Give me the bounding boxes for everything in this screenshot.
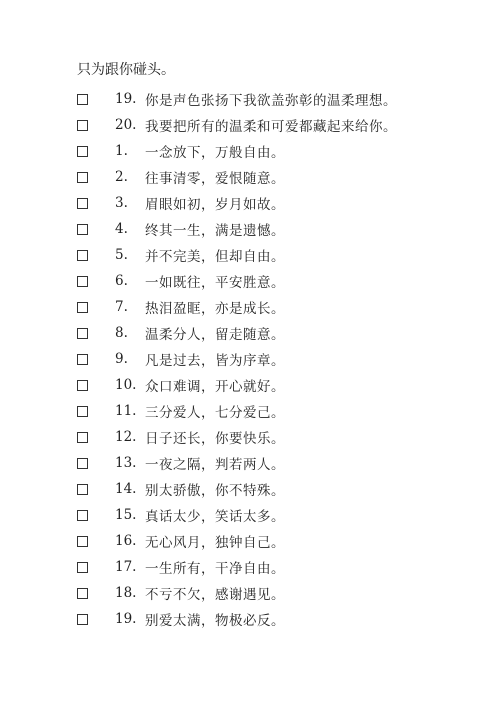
item-number: 3. (115, 195, 128, 211)
item-text: 三分爱人，七分爱己。 (145, 405, 285, 421)
checkbox-icon (77, 510, 88, 521)
item-number: 6. (115, 273, 128, 289)
list-item (77, 528, 397, 554)
checkbox-icon (77, 458, 88, 469)
checkbox-icon (77, 224, 88, 235)
intro-line: 只为跟你碰头。 (77, 62, 175, 78)
list-item (77, 372, 397, 398)
list-item (77, 268, 397, 294)
item-number: 13. (115, 455, 137, 471)
checkbox-icon (77, 302, 88, 313)
item-number: 4. (115, 221, 128, 237)
item-number: 1. (115, 143, 128, 159)
item-text: 别太骄傲，你不特殊。 (145, 483, 285, 499)
list-item (77, 138, 397, 164)
item-text: 不亏不欠，感谢遇见。 (145, 587, 285, 603)
item-number: 19. (115, 611, 137, 627)
item-text: 终其一生，满是遗憾。 (145, 223, 285, 239)
item-text: 我要把所有的温柔和可爱都藏起来给你。 (145, 119, 397, 135)
list-item (77, 190, 397, 216)
list-item (77, 242, 397, 268)
list-item (77, 164, 397, 190)
item-text: 凡是过去，皆为序章。 (145, 353, 285, 369)
list-item (77, 86, 397, 112)
item-number: 20. (115, 117, 137, 133)
item-text: 眉眼如初，岁月如故。 (145, 197, 285, 213)
item-number: 18. (115, 585, 137, 601)
item-text: 一念放下，万般自由。 (145, 145, 285, 161)
item-text: 热泪盈眶，亦是成长。 (145, 301, 285, 317)
item-number: 5. (115, 247, 128, 263)
checkbox-icon (77, 94, 88, 105)
list-item (77, 580, 397, 606)
item-number: 19. (115, 91, 137, 107)
item-number: 11. (115, 403, 137, 419)
checkbox-icon (77, 172, 88, 183)
item-text: 往事清零，爱恨随意。 (145, 171, 285, 187)
list-item (77, 320, 397, 346)
item-number: 15. (115, 507, 137, 523)
list-item (77, 606, 397, 632)
list-item (77, 346, 397, 372)
item-number: 9. (115, 351, 128, 367)
item-text: 无心风月，独钟自己。 (145, 535, 285, 551)
checkbox-icon (77, 120, 88, 131)
item-text: 一生所有，干净自由。 (145, 561, 285, 577)
item-number: 7. (115, 299, 128, 315)
item-text: 一夜之隔，判若两人。 (145, 457, 285, 473)
checkbox-icon (77, 328, 88, 339)
item-number: 16. (115, 533, 137, 549)
list-item (77, 424, 397, 450)
item-number: 14. (115, 481, 137, 497)
checkbox-icon (77, 588, 88, 599)
checkbox-icon (77, 380, 88, 391)
checkbox-icon (77, 406, 88, 417)
checkbox-icon (77, 562, 88, 573)
checkbox-icon (77, 536, 88, 547)
item-text: 真话太少，笑话太多。 (145, 509, 285, 525)
checkbox-icon (77, 614, 88, 625)
checkbox-icon (77, 354, 88, 365)
item-text: 别爱太满，物极必反。 (145, 613, 285, 629)
list-item (77, 112, 397, 138)
item-number: 2. (115, 169, 128, 185)
checkbox-icon (77, 276, 88, 287)
checklist (77, 86, 397, 632)
item-number: 17. (115, 559, 137, 575)
item-text: 众口难调，开心就好。 (145, 379, 285, 395)
list-item (77, 294, 397, 320)
list-item (77, 502, 397, 528)
checkbox-icon (77, 250, 88, 261)
list-item (77, 398, 397, 424)
list-item (77, 476, 397, 502)
item-text: 并不完美，但却自由。 (145, 249, 285, 265)
item-text: 日子还长，你要快乐。 (145, 431, 285, 447)
item-text: 温柔分人，留走随意。 (145, 327, 285, 343)
checkbox-icon (77, 484, 88, 495)
list-item (77, 450, 397, 476)
item-number: 12. (115, 429, 137, 445)
list-item (77, 554, 397, 580)
list-item (77, 216, 397, 242)
item-number: 8. (115, 325, 128, 341)
item-text: 一如既往，平安胜意。 (145, 275, 285, 291)
checkbox-icon (77, 432, 88, 443)
item-text: 你是声色张扬下我欲盖弥彰的温柔理想。 (145, 93, 397, 109)
checkbox-icon (77, 198, 88, 209)
item-number: 10. (115, 377, 137, 393)
checkbox-icon (77, 146, 88, 157)
